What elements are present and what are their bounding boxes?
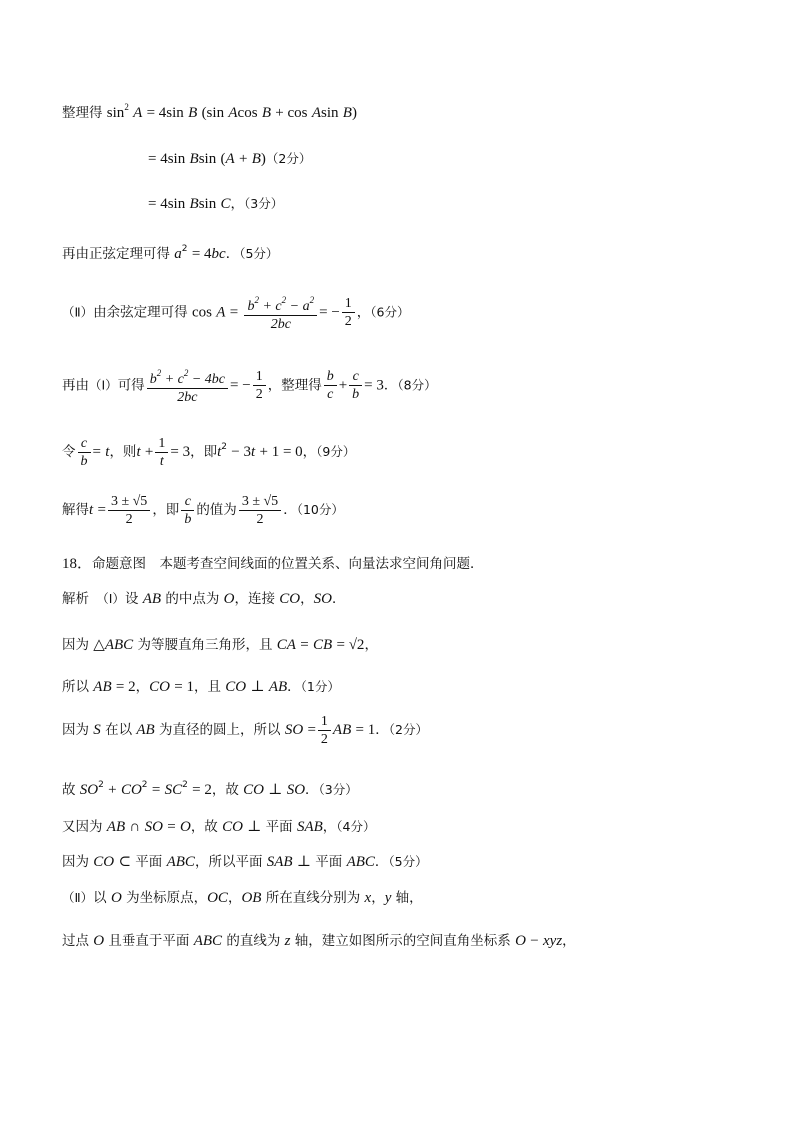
line-11: 因为 △ABC 为等腰直角三角形，且 CA = CB = √2， xyxy=(62,637,378,653)
fraction: $\frac{b^2 + c^2 - 4bc}{2bc}$ xyxy=(147,365,228,406)
line-4: 再由正弦定理可得 $a^2 = 4bc$．（5分） xyxy=(62,244,279,262)
fraction: $\frac{3 \pm √5}{2}$ xyxy=(239,493,281,528)
fraction: $\frac{1}{2}$ xyxy=(318,713,331,748)
fraction: $\frac{c}{b}$ xyxy=(78,435,91,470)
line-7: 令 $\frac{c}{b}$ = t，则t + $\frac{1}{t}$ = 3，即$t^2 - 3t + 1 = 0$，（9分） xyxy=(62,435,356,469)
line-18: 过点 O 且垂直于平面 ABC 的直线为 z 轴，建立如图所示的空间直角坐标系 O − xyz， xyxy=(62,933,576,949)
fraction: $\frac{1}{2}$ xyxy=(342,295,355,330)
line-6: 再由（Ⅰ）可得 $\frac{b^2 + c^2 - 4bc}{2bc}$ = − $\frac{1}{2}$ ，整理得 $\frac{b}{c}$ + $\frac{c}{b}$ = 3．（8分） xyxy=(62,365,437,406)
fraction: $\frac{c}{b}$ xyxy=(181,493,194,528)
line-3: = 4sin Bsin C，（3分） xyxy=(148,196,284,212)
line-1: 整理得 $\sin^2 A = 4\sin$ B (sin Acos B + cos Asin B) xyxy=(62,102,357,121)
fraction: $\frac{b^2 + c^2 - a^2}{2bc}$ xyxy=(244,292,317,333)
line-9: 18．命题意图 本题考查空间线面的位置关系、向量法求空间角问题． xyxy=(62,556,484,572)
line-10: 解析 （Ⅰ）设 AB 的中点为 O，连接 CO，SO． xyxy=(62,591,346,607)
line-14: 故 $SO^2 + CO^2 = SC^2 = 2$，故 CO ⊥ SO．（3分） xyxy=(62,780,358,798)
line-15: 又因为 AB ∩ SO = O，故 CO ⊥ 平面 SAB，（4分） xyxy=(62,819,376,835)
fraction: $\frac{c}{b}$ xyxy=(349,368,362,403)
line-8: 解得t = $\frac{3 \pm √5}{2}$ ，即 $\frac{c}{b}$ 的值为 $\frac{3 \pm √5}{2}$ ．（10分） xyxy=(62,493,344,527)
line-2: = 4sin Bsin (A + B)（2分） xyxy=(148,151,312,167)
fraction: $\frac{b}{c}$ xyxy=(324,368,337,403)
fraction: $\frac{3 \pm √5}{2}$ xyxy=(108,493,150,528)
line-13: 因为 S 在以 AB 为直径的圆上，所以 SO = $\frac{1}{2}$ AB = 1．（2分） xyxy=(62,713,428,747)
line-16: 因为 CO ⊂ 平面 ABC，所以平面 SAB ⊥ 平面 ABC．（5分） xyxy=(62,854,428,870)
fraction: $\frac{1}{2}$ xyxy=(253,368,266,403)
line-12: 所以 AB = 2，CO = 1，且 CO ⊥ AB．（1分） xyxy=(62,679,340,695)
fraction: $\frac{1}{t}$ xyxy=(155,435,168,470)
line-5: （Ⅱ）由余弦定理可得 cos A = $\frac{b^2 + c^2 - a^2}{2bc}$ = − $\frac{1}{2}$ ，（6分） xyxy=(62,292,409,333)
line-17: （Ⅱ）以 O 为坐标原点，OC，OB 所在直线分别为 x，y 轴， xyxy=(62,890,423,906)
